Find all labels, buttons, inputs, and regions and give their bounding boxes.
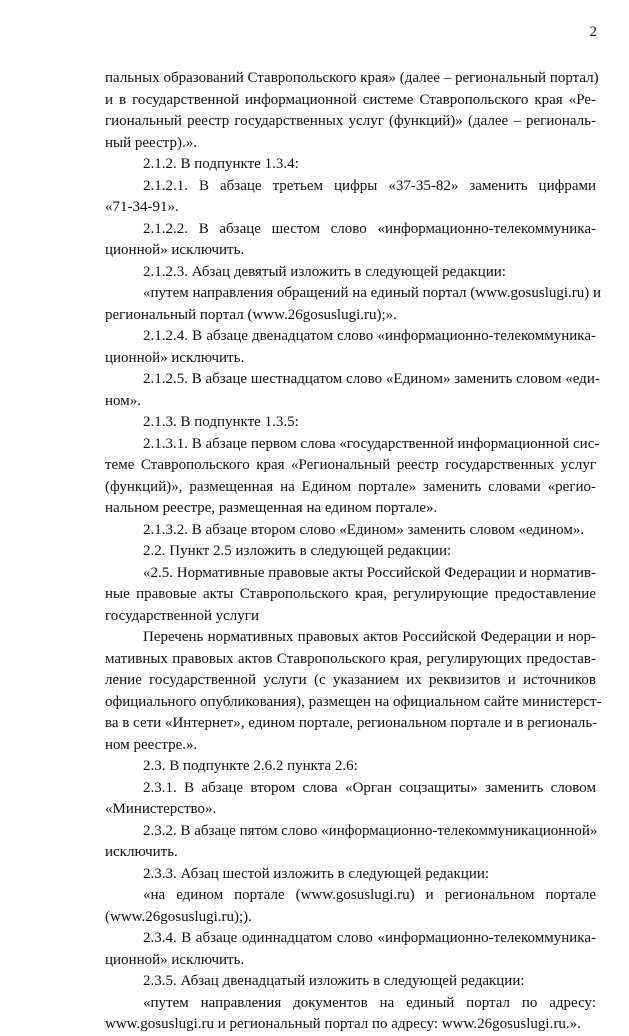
text-line: 2.3.4. В абзаце одиннадцатом слово «информационно-телекоммуника- <box>143 930 596 946</box>
text-line: (www.26gosuslugi.ru);). <box>105 908 252 925</box>
text-line: официального опубликования), размещен на официальном сайте министерст- <box>105 693 602 710</box>
text-line: ный реестр).». <box>105 134 197 151</box>
text-line: ном реестре.». <box>105 736 198 753</box>
text-line: «Министерство». <box>105 801 217 817</box>
text-line: гиональный реестр государственных услуг (функций)» (далее – региональ- <box>105 113 596 129</box>
text-line: (функций)», размещенная на Едином портале» заменить словами «регио- <box>105 478 596 495</box>
text-line: государственной услуги <box>105 607 259 624</box>
text-line: ционной» исключить. <box>105 242 245 258</box>
text-line: www.gosuslugi.ru и региональный портал по адресу: www.26gosuslugi.ru.». <box>105 1016 581 1032</box>
text-line: ные правовые акты Ставропольского края, регулирующие предоставление <box>105 586 596 602</box>
text-line: 2.3. В подпункте 2.6.2 пункта 2.6: <box>143 758 358 774</box>
text-line: и в государственной информационной системе Ставропольского края «Ре- <box>105 91 596 108</box>
text-line: 2.1.2.4. В абзаце двенадцатом слово «информационно-телекоммуника- <box>143 328 596 344</box>
text-line: теме Ставропольского края «Региональный реестр государственных услуг <box>105 457 596 473</box>
text-line: нальном реестре, размещенная на едином портале». <box>105 500 438 516</box>
text-line: мативных правовых актов Ставропольского края, регулирующих предостав- <box>105 650 596 667</box>
text-line: 2.3.2. В абзаце пятом слово «информационно-телекоммуникационной» <box>143 822 598 839</box>
text-line: 2.2. Пункт 2.5 изложить в следующей редакции: <box>143 543 452 559</box>
text-line: пальных образований Ставропольского края» (далее – региональный портал) <box>105 70 599 86</box>
text-line: 2.1.3.2. В абзаце втором слово «Едином» заменить словом «едином». <box>143 521 585 538</box>
text-line: 2.1.2.3. Абзац девятый изложить в следующей редакции: <box>143 263 506 280</box>
text-line: 2.1.2. В подпункте 1.3.4: <box>143 156 299 172</box>
text-line: 2.1.2.2. В абзаце шестом слово «информационно-телекоммуника- <box>143 220 596 237</box>
document-body <box>105 68 602 1036</box>
text-line: 2.1.3.1. В абзаце первом слова «государственной информационной сис- <box>143 435 600 452</box>
text-line: ционной» исключить. <box>105 349 245 366</box>
text-line: исключить. <box>105 844 178 860</box>
text-line: 2.3.1. В абзаце втором слова «Орган соцзащиты» заменить словом <box>143 779 596 796</box>
text-line: 2.1.2.5. В абзаце шестнадцатом слово «Едином» заменить словом «еди- <box>143 371 600 387</box>
text-line: «на едином портале (www.gosuslugi.ru) и региональном портале <box>143 887 596 903</box>
text-line: ном». <box>105 392 141 409</box>
page-number: 2 <box>589 24 597 40</box>
text-line: «путем направления обращений на единый портал (www.gosuslugi.ru) и <box>143 285 602 301</box>
text-line: 2.3.3. Абзац шестой изложить в следующей редакции: <box>143 865 490 882</box>
text-line: 2.3.5. Абзац двенадцатый изложить в следующей редакции: <box>143 973 525 989</box>
text-line: «путем направления документов на единый портал по адресу: <box>143 994 596 1011</box>
text-line: «71-34-91». <box>105 199 179 215</box>
text-line: ва в сети «Интернет», едином портале, региональном портале и в региональ- <box>105 715 598 731</box>
text-line: региональный портал (www.26gosuslugi.ru);». <box>105 306 397 323</box>
text-line: Перечень нормативных правовых актов Российской Федерации и нор- <box>143 629 596 645</box>
text-line: ление государственной услуги (с указанием их реквизитов и источников <box>105 672 596 688</box>
text-line: ционной» исключить. <box>105 951 245 968</box>
text-line: 2.1.3. В подпункте 1.3.5: <box>143 414 299 430</box>
text-line: 2.1.2.1. В абзаце третьем цифры «37-35-82» заменить цифрами <box>143 177 596 194</box>
text-line: «2.5. Нормативные правовые акты Российской Федерации и норматив- <box>143 564 596 581</box>
